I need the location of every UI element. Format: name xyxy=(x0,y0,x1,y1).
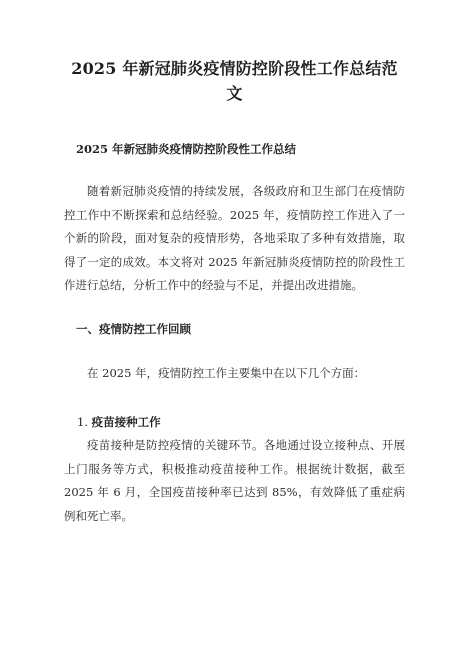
document-title: 2025 年新冠肺炎疫情防控阶段性工作总结范文 xyxy=(71,59,398,103)
item-body-paragraph: 疫苗接种是防控疫情的关键环节。各地通过设立接种点、开展上门服务等方式，积极推动疫苗接种工作。根据统计数据，截至 2025 年 6 月，全国疫苗接种率已达到 85%，有效降低了重症病例和死亡率。 xyxy=(64,438,405,523)
document-subtitle: 2025 年新冠肺炎疫情防控阶段性工作总结 xyxy=(76,142,297,156)
item-number: 1. xyxy=(77,415,88,429)
document-page xyxy=(0,56,463,656)
item-heading-vaccination xyxy=(77,411,405,433)
item-title: 疫苗接种工作 xyxy=(91,415,161,429)
section-intro-paragraph: 在 2025 年，疫情防控工作主要集中在以下几个方面： xyxy=(87,365,366,380)
intro-paragraph: 随着新冠肺炎疫情的持续发展，各级政府和卫生部门在疫情防控工作中不断探索和总结经验。2025 年，疫情防控工作进入了一个新的阶段，面对复杂的疫情形势，各地采取了多种有效措施，取得了一定的成效。本文将对 2025 年新冠肺炎疫情防控的阶段性工作进行总结，分析工作中的经验与不足，并提出改进措施。 xyxy=(64,184,405,292)
section-heading-review: 一、疫情防控工作回顾 xyxy=(76,321,191,336)
